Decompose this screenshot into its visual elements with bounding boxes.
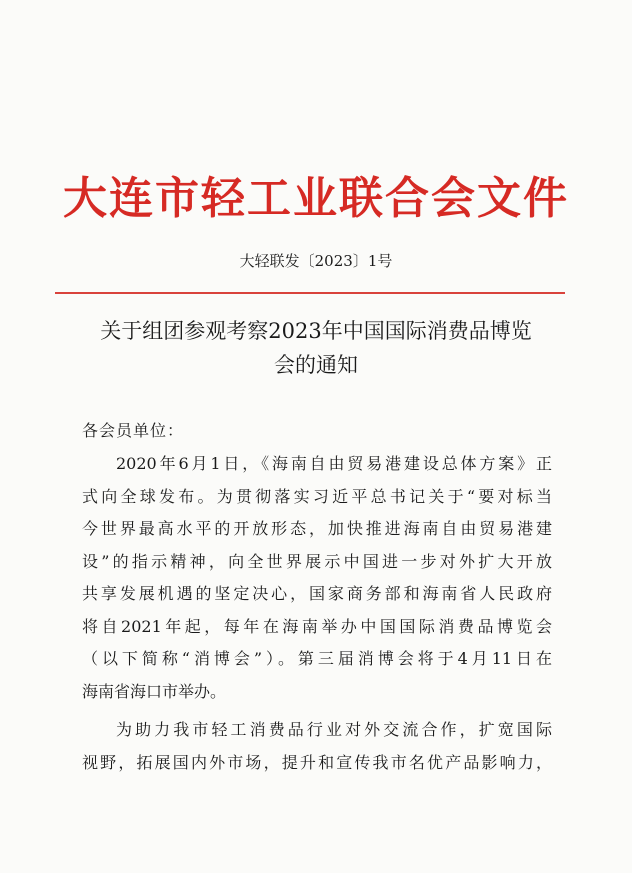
paragraph-line: 共享发展机遇的坚定决心，国家商务部和海南省人民政府 — [82, 584, 552, 603]
body-paragraph-1 — [82, 448, 552, 708]
paragraph-line: 将自2021年起，每年在海南举办中国国际消费品博览会 — [82, 616, 552, 636]
notice-title-line: 会的通知 — [274, 353, 358, 377]
paragraph-line: 今世界最高水平的开放形态，加快推进海南自由贸易港建 — [82, 519, 552, 538]
paragraph-line: 海南省海口市举办。 — [82, 681, 227, 701]
red-divider-line — [55, 292, 565, 294]
document-header-title: 大连市轻工业联合会文件 — [63, 173, 569, 224]
body-paragraph-2 — [82, 714, 552, 779]
notice-title — [0, 314, 632, 382]
paragraph-line: 2020年6月1日，《海南自由贸易港建设总体方案》正 — [116, 454, 552, 473]
paragraph-line: 式向全球发布。为贯彻落实习近平总书记关于“要对标当 — [82, 486, 552, 506]
document-number: 大轻联发〔2023〕1号 — [239, 252, 393, 270]
salutation: 各会员单位： — [82, 421, 185, 440]
paragraph-line: 视野，拓展国内外市场，提升和宣传我市名优产品影响力， — [82, 752, 552, 772]
paragraph-line: 设”的指示精神，向全世界展示中国进一步对外扩大开放 — [82, 551, 552, 571]
paragraph-line: （以下简称“消博会”）。第三届消博会将于4月11日在 — [82, 649, 552, 668]
notice-title-line: 关于组团参观考察2023年中国国际消费品博览 — [100, 319, 532, 343]
paragraph-line: 为助力我市轻工消费品行业对外交流合作，扩宽国际 — [116, 720, 552, 739]
